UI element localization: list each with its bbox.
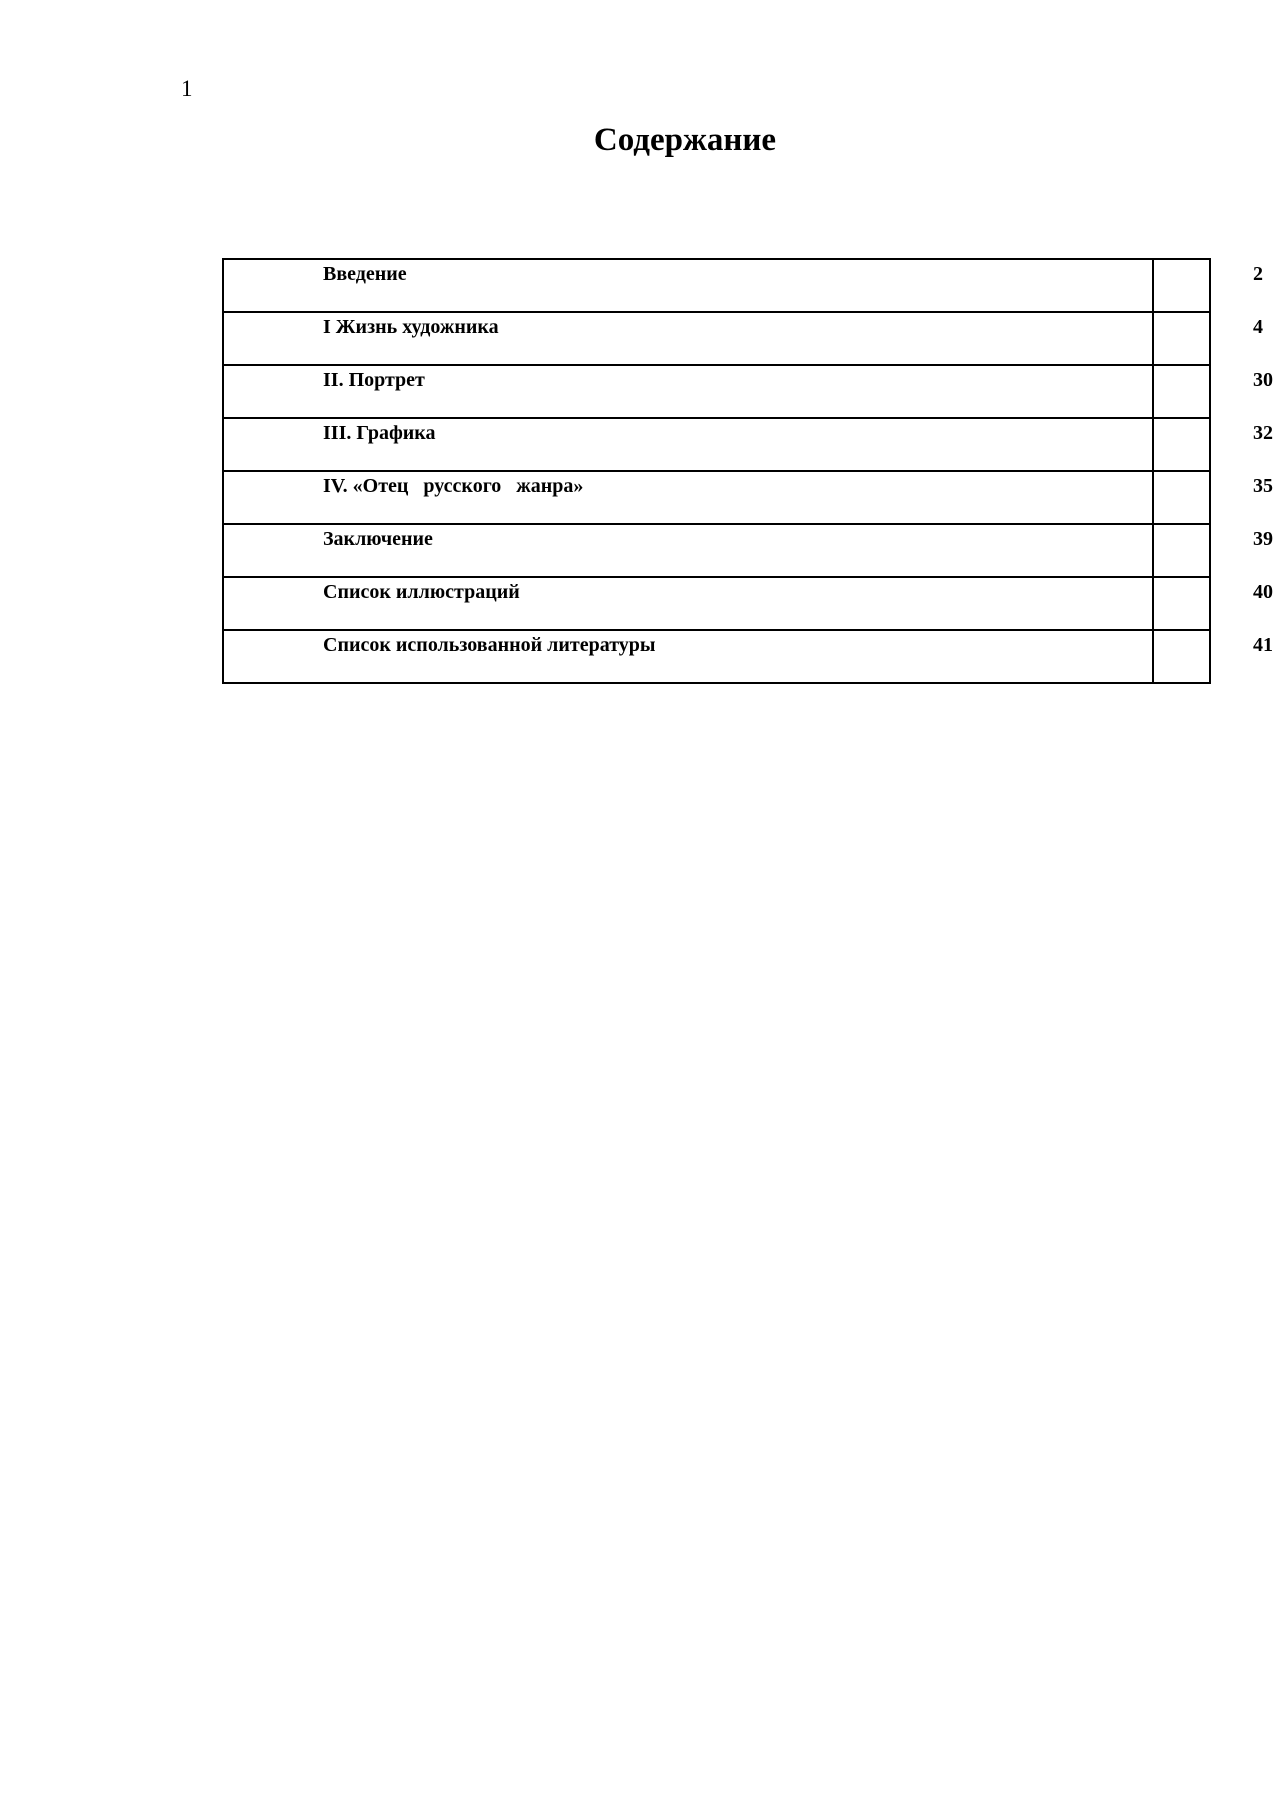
toc-entry-page: 30: [1153, 365, 1210, 418]
toc-entry-title: Заключение: [223, 524, 1153, 577]
toc-row: [223, 577, 1210, 630]
toc-entry-title: Список иллюстраций: [223, 577, 1153, 630]
toc-entry-title: Список использованной литературы: [223, 630, 1153, 683]
toc-row: [223, 312, 1210, 365]
toc-row: [223, 365, 1210, 418]
toc-row: [223, 630, 1210, 683]
toc-entry-page: 4: [1153, 312, 1210, 365]
toc-entry-page: 32: [1153, 418, 1210, 471]
toc-row: [223, 259, 1210, 312]
toc-entry-page: 2: [1153, 259, 1210, 312]
toc-entry-title: I Жизнь художника: [223, 312, 1153, 365]
toc-row: [223, 524, 1210, 577]
toc-entry-title: II. Портрет: [223, 365, 1153, 418]
toc-entry-page: 40: [1153, 577, 1210, 630]
page-title: Содержание: [593, 122, 777, 158]
toc-entry-title: III. Графика: [223, 418, 1153, 471]
toc-entry-title: Введение: [223, 259, 1153, 312]
toc-entry-page: 41: [1153, 630, 1210, 683]
toc-row: [223, 418, 1210, 471]
toc-entry-page: 39: [1153, 524, 1210, 577]
toc-entry-page: 35: [1153, 471, 1210, 524]
table-of-contents: [222, 258, 1273, 684]
toc-entry-title: IV. «Отец русского жанра»: [223, 471, 1153, 524]
page-number: 1: [181, 76, 193, 101]
toc-row: [223, 471, 1210, 524]
